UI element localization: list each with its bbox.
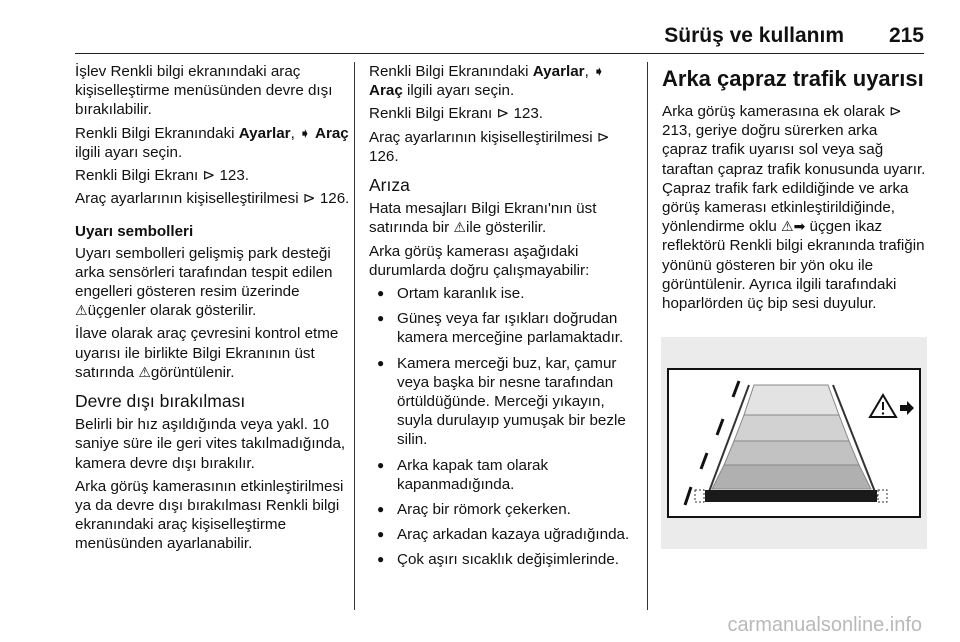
paragraph-deactivation-speed: Belirli bir hız aşıldığında veya yakl. 10 saniye süre ile geri vites takılmadığında, kamera devre dışı bırakılır. (75, 416, 346, 472)
list-item: ● Güneş veya far ışıkları doğrudan kamera merceğine parlamaktadır. (369, 309, 641, 347)
list-item: ● Arka kapak tam olarak kapanmadığında. (369, 456, 641, 494)
header-title: Sürüş ve kullanım (664, 24, 844, 47)
heading-fault: Arıza (369, 175, 410, 196)
page-ref-link[interactable]: 123. (513, 105, 543, 123)
conditions-list (369, 284, 641, 570)
bumper-bar (705, 490, 877, 502)
paragraph-personalisation-ref: Araç ayarlarının kişiselleştirilmesi ⊳ 126. (75, 190, 350, 208)
paragraph-conditions-intro: Arka görüş kamerası aşağıdaki durumlarda doğru çalışmayabilir: (369, 242, 590, 279)
column-2 (369, 62, 641, 576)
arrow-right-icon: ➧ (299, 124, 311, 141)
page-number: 215 (888, 24, 924, 47)
paragraph-personalisation-ref: Araç ayarlarının kişiselleştirilmesi ⊳ 126. (369, 128, 610, 165)
list-item: ● Ortam karanlık ise. (369, 284, 641, 303)
section-title-cross-traffic: Arka çapraz trafik uyarısı (662, 66, 924, 91)
paragraph-deactivation-settings: Arka görüş kamerasının etkinleştirilmesi ya da devre dışı bırakılması Renkli bilgi ekranındaki araç kişiselleştirme menüsünden ayarlanabilir. (75, 477, 344, 553)
page-ref-link[interactable]: 126. (369, 147, 399, 165)
settings-label: Ayarlar (238, 124, 291, 142)
guide-zone-far (744, 385, 839, 415)
vehicle-label: Araç (314, 124, 349, 142)
arrow-right-icon: ➧ (593, 63, 605, 79)
paragraph-settings: Renkli Bilgi Ekranındaki Ayarlar, ➧ Araç ilgili ayarı seçin. (369, 63, 605, 100)
warning-triangle-icon: ⚠ (138, 363, 151, 380)
warning-triangle-icon (882, 412, 884, 414)
page-header (0, 0, 960, 54)
paragraph-error-messages: Hata mesajları Bilgi Ekranı'nın üst satırında bir ⚠ile gösterilir. (369, 200, 597, 237)
heading-warning-symbols: Uyarı sembolleri (75, 223, 194, 241)
paragraph-info-display-ref: Renkli Bilgi Ekranı ⊳ 123. (369, 105, 543, 123)
paragraph-cross-traffic: Arka görüş kamerasına ek olarak ⊳ 213, geriye doğru sürerken arka çapraz trafik uyarısı sol veya sağ taraftan çapraz trafik konusunda uyarır. Çapraz trafik fark edildiğinde ve arka görüş kamerası etkinleştirildiğinde, yönlendirme oklu ⚠➡ üçgen ikaz reflektörü Renkli bilgi ekranında trafiğin yönünü gösteren bir yön oku ile görüntülenir. Ayrıca ilgili tarafındaki hoparlörden üç bip sesi duyulur. (662, 103, 926, 313)
paragraph-settings: Renkli Bilgi Ekranındaki Ayarlar, ➧ Araç ilgili ayarı seçin. (75, 124, 349, 161)
page-ref-link[interactable]: 123. (219, 167, 249, 185)
header-rule (75, 53, 924, 54)
watermark: carmanualsonline.info (727, 614, 922, 636)
page-ref-link[interactable]: 126. (319, 190, 350, 208)
heading-deactivation: Devre dışı bırakılması (75, 391, 246, 412)
guide-zone-mid-near (724, 441, 859, 465)
column-3 (662, 62, 926, 317)
guide-zone-near (712, 465, 871, 489)
paragraph-surround-warning: İlave olarak araç çevresini kontrol etme uyarısı ile birlikte Bilgi Ekranının üst satırında ⚠görüntülenir. (75, 325, 339, 381)
warning-triangle-icon: ⚠ (75, 302, 88, 319)
warning-triangle-icon: ⚠ (453, 219, 466, 236)
page-ref-icon: ⊳ (496, 105, 510, 123)
page-ref-icon: ⊳ (596, 128, 610, 146)
warning-triangle-arrow-icon: ⚠➡ (781, 218, 806, 235)
guide-zone-mid-far (734, 415, 849, 441)
page-ref-icon: ⊳ (302, 190, 316, 208)
column-divider-1 (354, 62, 355, 610)
settings-label: Ayarlar (532, 63, 585, 80)
page-ref-icon: ⊳ (889, 103, 902, 120)
paragraph-info-display-ref: Renkli Bilgi Ekranı ⊳ 123. (75, 167, 249, 185)
list-item: ● Çok aşırı sıcaklık değişimlerinde. (369, 550, 641, 569)
page-ref-icon: ⊳ (202, 167, 216, 185)
column-divider-2 (647, 62, 648, 610)
paragraph-warning-symbols: Uyarı sembolleri gelişmiş park desteği arka sensörleri tarafından tespit edilen engelleri gösteren resim üzerinde ⚠üçgenler olarak gösterilir. (75, 244, 333, 320)
rear-camera-display-graphic (661, 337, 927, 549)
rear-camera-illustration (661, 337, 927, 549)
paragraph-disable-intro: İşlev Renkli bilgi ekranındaki araç kişiselleştirme menüsünden devre dışı bırakılabilir. (75, 63, 333, 119)
vehicle-label: Araç (369, 82, 403, 100)
list-item: ● Kamera merceği buz, kar, çamur veya başka bir nesne tarafından örtüldüğünde. Merceği yıkayın, suyla durulayıp yumuşak bir bezle silin. (369, 354, 641, 450)
page-ref-link[interactable]: 213 (662, 122, 688, 140)
column-1 (75, 62, 353, 558)
list-item: ● Araç bir römork çekerken. (369, 500, 641, 519)
list-item: ● Araç arkadan kazaya uğradığında. (369, 525, 641, 544)
